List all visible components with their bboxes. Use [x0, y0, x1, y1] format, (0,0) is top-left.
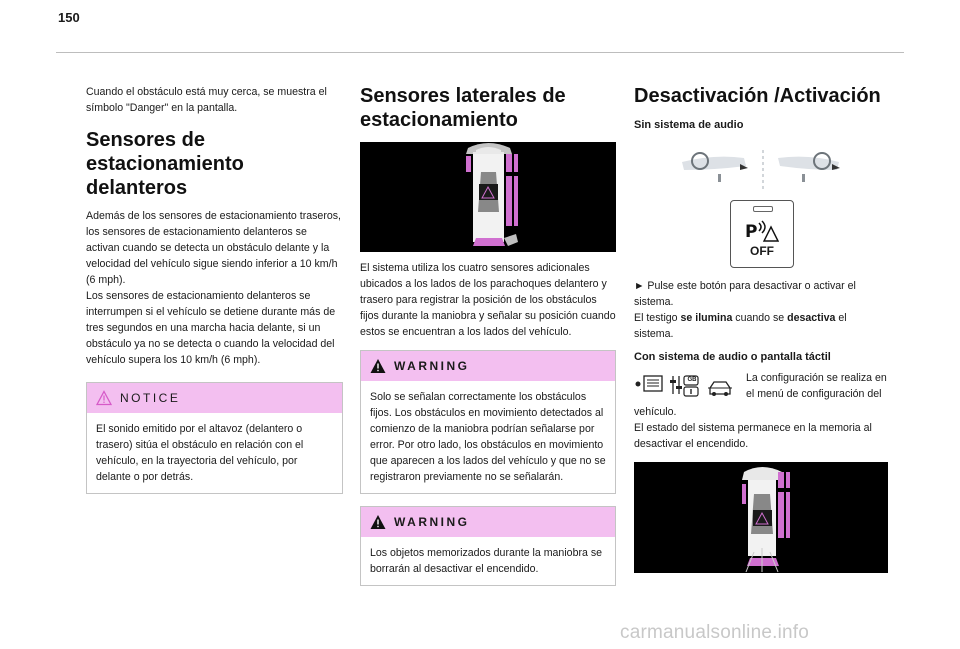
- instr-bold-deactivates: desactiva: [787, 312, 836, 324]
- subheading-no-audio: Sin sistema de audio: [634, 119, 744, 131]
- instr-part: cuando se: [732, 312, 788, 324]
- parking-sensor-icon: [745, 217, 779, 245]
- touchscreen-car-illustration: [634, 462, 888, 573]
- notice-text: El sonido emitido por el altavoz (delantero o trasero) sitúa el obstáculo en relación con el vehículo, en la trayectoria del vehículo, por delante o por detrás.: [96, 423, 304, 483]
- column-2: [360, 84, 616, 586]
- instruction-press-button: ► Pulse este botón para desactivar o activar el sistema.: [634, 280, 856, 308]
- intro-text: Cuando el obstáculo está muy cerca, se muestra el símbolo "Danger" en la pantalla.: [86, 86, 327, 114]
- heading-deactivation: Desactivación /Activación: [634, 85, 881, 107]
- svg-text:P: P: [745, 222, 758, 242]
- off-label: OFF: [750, 244, 774, 258]
- config-text: La configuración se realiza en el menú de configuración del: [746, 372, 887, 400]
- config-text-continued: vehículo.: [634, 406, 677, 418]
- touchscreen-display-image: [634, 462, 888, 573]
- watermark: carmanualsonline.info: [620, 622, 810, 643]
- instruction-indicator: [634, 310, 888, 342]
- warning-triangle-icon: [96, 390, 112, 406]
- header-divider: [56, 52, 904, 53]
- column-1: [86, 84, 343, 494]
- subheading-audio-touchscreen: Con sistema de audio o pantalla táctil: [634, 351, 831, 363]
- notice-header: [87, 383, 342, 413]
- instr-part: el sistema.: [634, 312, 847, 340]
- indicator-lamp: [753, 206, 773, 212]
- dashboard-location-illustration: [634, 144, 888, 200]
- column-3: [634, 84, 888, 573]
- side-sensors-display-image: [360, 142, 616, 252]
- notice-body: [87, 413, 342, 493]
- warning-triangle-icon: [370, 514, 386, 530]
- warning-box-2: [360, 506, 616, 586]
- warning-body-1: [361, 381, 615, 493]
- warning-box-1: [360, 350, 616, 494]
- warning-triangle-icon: [370, 358, 386, 374]
- notice-title: NOTICE: [120, 391, 181, 405]
- heading-front-sensors: Sensores de estacionamiento delanteros: [86, 129, 244, 199]
- warning-title-2: WARNING: [394, 515, 470, 529]
- instr-bold-lights: se ilumina: [680, 312, 733, 324]
- gb-badge: GB: [687, 377, 697, 383]
- front-sensors-body-2: Los sensores de estacionamiento delanteros se interrumpen si el vehículo se detiene durante más de tres segundos en una marcha hacia delante, si un obstáculo ya no se detecta o cuando la velocidad del vehículo supera los 10 km/h (6 mph).: [86, 290, 336, 366]
- side-sensors-body: El sistema utiliza los cuatro sensores adicionales ubicados a los lados de los parachoques delantero y trasero para registrar la posición de los obstáculos fijos durante la maniobra y señalar su posición cuando estos se encuentran a los lados del vehículo.: [360, 262, 616, 338]
- dashboard-icon: [634, 144, 888, 200]
- warning-title-1: WARNING: [394, 359, 470, 373]
- warning-text-2: Los objetos memorizados durante la maniobra se borrarán al desactivar el encendido.: [370, 547, 603, 575]
- warning-text-1: Solo se señalan correctamente los obstáculos fijos. Los obstáculos en movimiento detectados al comienzo de la maniobra podrían señalarse por error. Por otro lado, los obstáculos en movimiento que aparecen a los lados del vehículo y que no se registraron previamente no se señalarán.: [370, 391, 606, 483]
- park-assist-off-button[interactable]: [730, 200, 794, 268]
- notice-box: [86, 382, 343, 494]
- page-number: 150: [58, 10, 80, 25]
- warning-header-2: [361, 507, 615, 537]
- warning-body-2: [361, 537, 615, 585]
- memory-text: El estado del sistema permanece en la memoria al desactivar el encendido.: [634, 422, 872, 450]
- heading-side-sensors: Sensores laterales de estacionamiento: [360, 85, 566, 131]
- config-icons: [634, 370, 742, 404]
- config-row: [634, 370, 888, 404]
- park-assist-button-area: [634, 200, 888, 272]
- side-sensors-car-illustration: [360, 142, 616, 252]
- instr-part: El testigo: [634, 312, 681, 324]
- front-sensors-body-1: Además de los sensores de estacionamiento traseros, los sensores de estacionamiento delanteros se activan cuando se detecta un obstáculo delante y la velocidad del vehículo sigue siendo inferior a 10 km/h (6 mph).: [86, 210, 341, 286]
- warning-header-1: [361, 351, 615, 381]
